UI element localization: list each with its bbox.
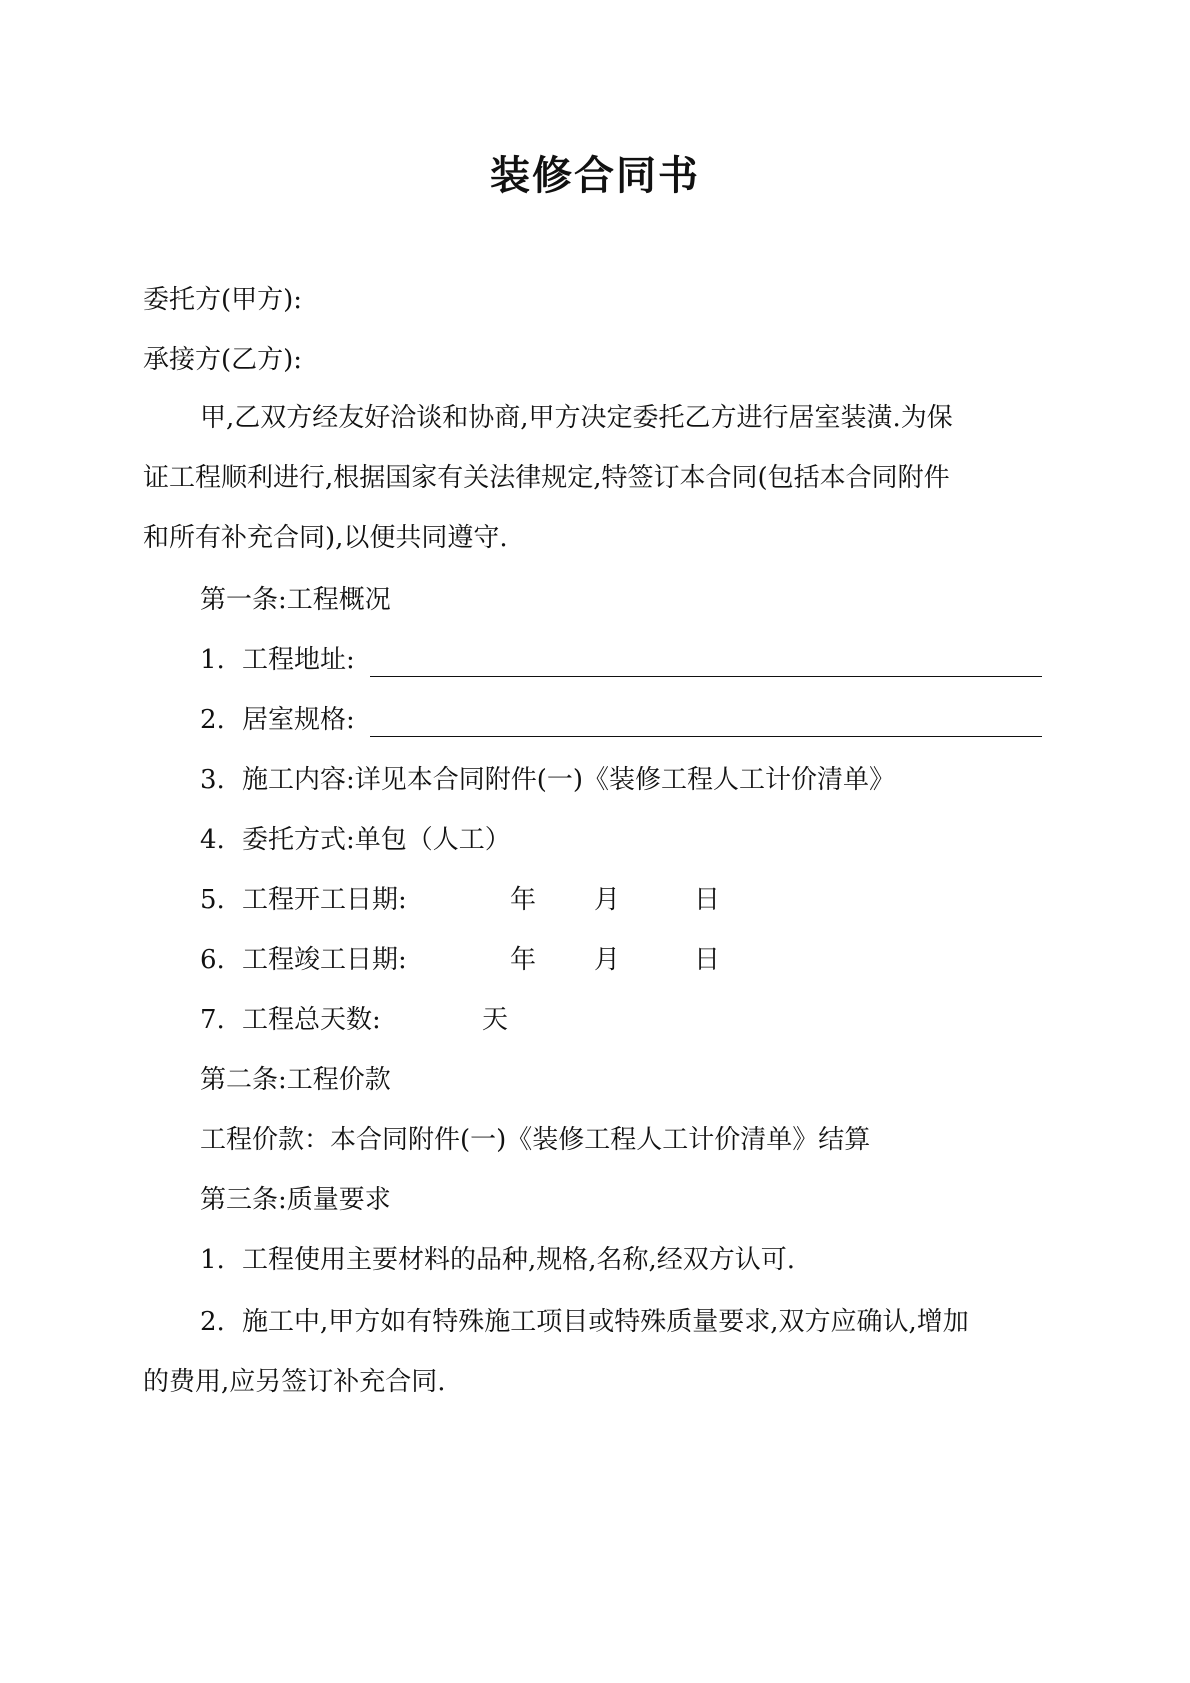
item-number: 2. bbox=[200, 1307, 225, 1337]
article3-item-1 bbox=[200, 1240, 795, 1280]
article2-text: 工程价款：本合同附件(一)《装修工程人工计价清单》结算 bbox=[200, 1125, 871, 1155]
article1-item-5 bbox=[200, 880, 407, 920]
item-number: 7. bbox=[200, 1005, 225, 1035]
article1-item-3 bbox=[200, 760, 895, 800]
end-day-label: 日 bbox=[694, 945, 721, 975]
intro-line-3: 和所有补充合同),以便共同遵守. bbox=[143, 523, 508, 553]
item-number: 1. bbox=[200, 1245, 225, 1275]
room-spec-blank-line bbox=[370, 736, 1042, 737]
article1-item-1 bbox=[200, 640, 355, 680]
item-text: 工程使用主要材料的品种,规格,名称,经双方认可. bbox=[242, 1245, 796, 1275]
item-text: 施工中,甲方如有特殊施工项目或特殊质量要求,双方应确认,增加 bbox=[242, 1307, 969, 1337]
item-text: 施工内容:详见本合同附件(一)《装修工程人工计价清单》 bbox=[242, 765, 896, 795]
start-month-label: 月 bbox=[594, 885, 621, 915]
article1-item-7 bbox=[200, 1000, 381, 1040]
article3-heading: 第三条:质量要求 bbox=[200, 1185, 391, 1215]
article1-item-2 bbox=[200, 700, 355, 740]
party-b-label: 承接方(乙方): bbox=[143, 345, 303, 375]
item-text: 委托方式:单包（人工） bbox=[242, 825, 511, 855]
item-number: 1. bbox=[200, 645, 225, 675]
end-year-label: 年 bbox=[510, 945, 537, 975]
article1-item-6 bbox=[200, 940, 407, 980]
start-day-label: 日 bbox=[694, 885, 721, 915]
item-text: 工程开工日期: bbox=[242, 885, 407, 915]
item-text: 居室规格: bbox=[242, 705, 355, 735]
end-month-label: 月 bbox=[594, 945, 621, 975]
total-days-unit: 天 bbox=[482, 1005, 509, 1035]
article1-item-4 bbox=[200, 820, 511, 860]
item-text: 工程竣工日期: bbox=[242, 945, 407, 975]
party-a-label: 委托方(甲方): bbox=[143, 285, 303, 315]
item-number: 2. bbox=[200, 705, 225, 735]
intro-line-1: 甲,乙双方经友好洽谈和协商,甲方决定委托乙方进行居室装潢.为保 bbox=[200, 403, 953, 433]
item-number: 5. bbox=[200, 885, 225, 915]
article3-item-2-continuation: 的费用,应另签订补充合同. bbox=[143, 1367, 446, 1397]
address-blank-line bbox=[370, 676, 1042, 677]
start-year-label: 年 bbox=[510, 885, 537, 915]
intro-line-2: 证工程顺利进行,根据国家有关法律规定,特签订本合同(包括本合同附件 bbox=[143, 463, 950, 493]
item-text: 工程地址: bbox=[242, 645, 355, 675]
item-number: 6. bbox=[200, 945, 225, 975]
item-number: 3. bbox=[200, 765, 225, 795]
article3-item-2 bbox=[200, 1302, 969, 1342]
document-title: 装修合同书 bbox=[490, 153, 700, 199]
item-text: 工程总天数: bbox=[242, 1005, 381, 1035]
item-number: 4. bbox=[200, 825, 225, 855]
article2-heading: 第二条:工程价款 bbox=[200, 1065, 391, 1095]
article1-heading: 第一条:工程概况 bbox=[200, 585, 391, 615]
